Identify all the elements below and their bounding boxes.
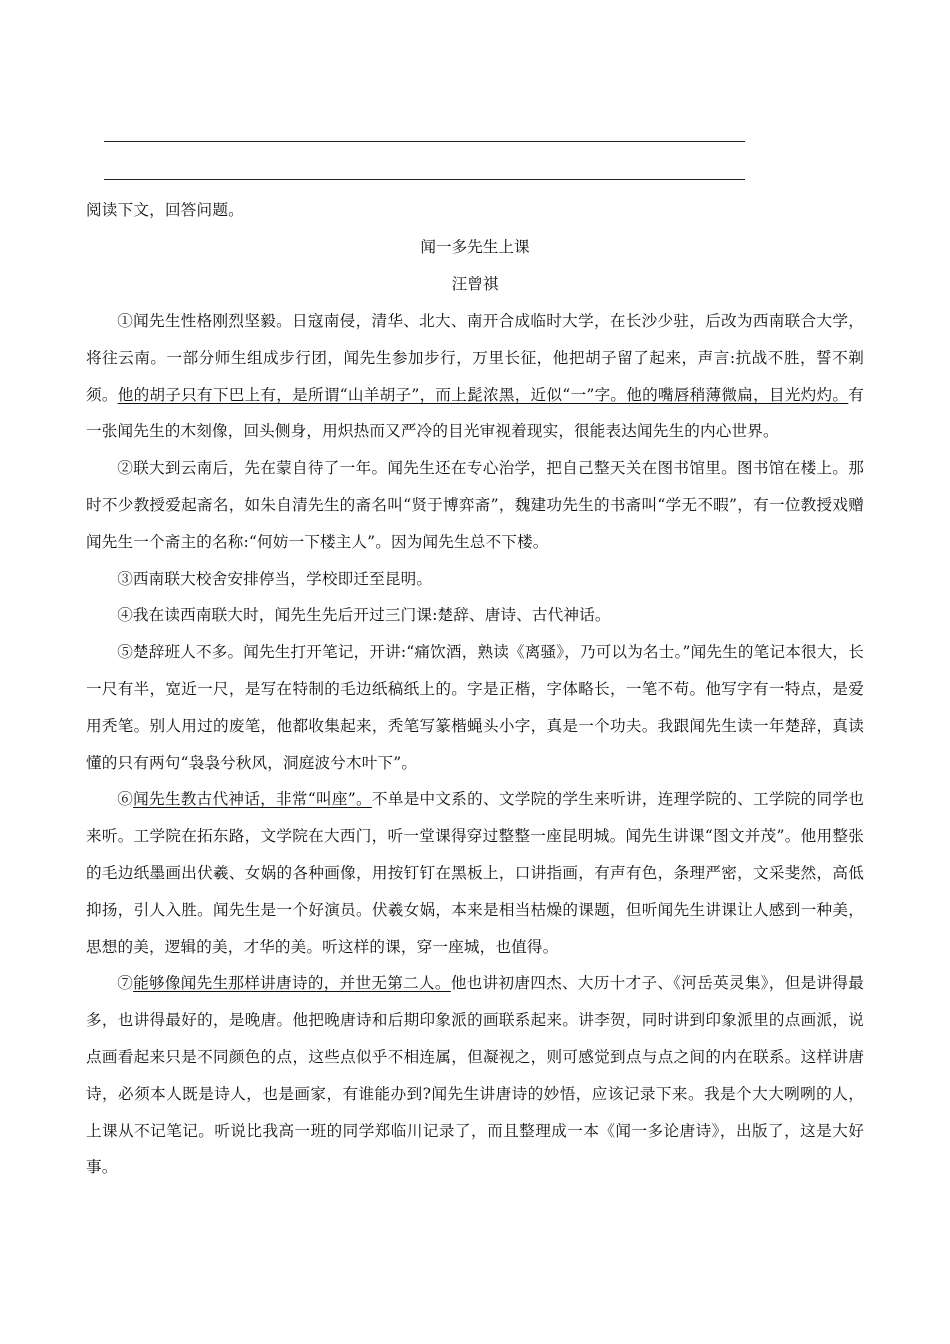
paragraph-2 bbox=[86, 450, 864, 560]
paragraph-text: ①闻先生性格刚烈坚毅。日寇南侵，清华、北大、南开合成临时大学，在长沙少驻，后改为西南联合大学，将往云南。一部分师生组成步行团，闻先生参加步行，万里长征，他把胡子留了起来，声言:抗战不胜，誓不剃须。 bbox=[86, 312, 864, 404]
paragraph-4 bbox=[86, 597, 864, 634]
answer-blank-line-2[interactable] bbox=[104, 179, 745, 180]
underlined-sentence: 他的胡子只有下巴上有，是所谓“山羊胡子”，而上髭浓黑，近似“一”字。他的嘴唇稍薄微扁，目光灼灼。 bbox=[117, 385, 849, 404]
paragraph-1 bbox=[86, 303, 864, 450]
reading-instruction: 阅读下文，回答问题。 bbox=[86, 201, 244, 219]
article-author: 汪曾祺 bbox=[451, 275, 499, 293]
paragraph-text: ③西南联大校舍安排停当，学校即迁至昆明。 bbox=[117, 569, 433, 588]
paragraph-6 bbox=[86, 781, 864, 965]
article-body bbox=[86, 303, 864, 1186]
paragraph-text: ⑦ bbox=[117, 974, 134, 993]
article-title: 闻一多先生上课 bbox=[420, 238, 530, 256]
paragraph-7 bbox=[86, 965, 864, 1186]
paragraph-text: ⑤楚辞班人不多。闻先生打开笔记，开讲:“痛饮酒，熟读《离骚》，乃可以为名士。”闻先生的笔记本很大，长一尺有半，宽近一尺，是写在特制的毛边纸稿纸上的。字是正楷，字体略长，一笔不苟。他写字有一特点，是爱用秃笔。别人用过的废笔，他都收集起来，秃笔写篆楷蝇头小字，真是一个功夫。我跟闻先生读一年楚辞，真读懂的只有两句“袅袅兮秋风，洞庭波兮木叶下”。 bbox=[86, 643, 864, 772]
paragraph-text: ④我在读西南联大时，闻先生先后开过三门课:楚辞、唐诗、古代神话。 bbox=[117, 606, 611, 625]
answer-blank-line-1[interactable] bbox=[104, 141, 745, 142]
paragraph-text: 他也讲初唐四杰、大历十才子、《河岳英灵集》，但是讲得最多，也讲得最好的，是晚唐。他把晚唐诗和后期印象派的画联系起来。讲李贺，同时讲到印象派里的点画派，说点画看起来只是不同颜色的点，这些点似乎不相连属，但凝视之，则可感觉到点与点之间的内在联系。这样讲唐诗，必须本人既是诗人，也是画家，有谁能办到?闻先生讲唐诗的妙悟，应该记录下来。我是个大大咧咧的人，上课从不记笔记。听说比我高一班的同学郑临川记录了，而且整理成一本《闻一多论唐诗》，出版了，这是大好事。 bbox=[86, 974, 864, 1177]
underlined-sentence: 能够像闻先生那样讲唐诗的，并世无第二人。 bbox=[133, 974, 451, 993]
underlined-sentence: 闻先生教古代神话，非常“叫座”。 bbox=[133, 790, 372, 809]
paragraph-3 bbox=[86, 561, 864, 598]
paragraph-text: 不单是中文系的、文学院的学生来听讲，连理学院的、工学院的同学也来听。工学院在拓东路，文学院在大西门，听一堂课得穿过整整一座昆明城。闻先生讲课“图文并茂”。他用整张的毛边纸墨画出伏羲、女娲的各种画像，用按钉钉在黑板上，口讲指画，有声有色，条理严密，文采斐然，高低抑扬，引人入胜。闻先生是一个好演员。伏羲女娲，本来是相当枯燥的课题，但听闻先生讲课让人感到一种美，思想的美，逻辑的美，才华的美。听这样的课，穿一座城，也值得。 bbox=[86, 790, 864, 956]
paragraph-text: ②联大到云南后，先在蒙自待了一年。闻先生还在专心治学，把自己整天关在图书馆里。图书馆在楼上。那时不少教授爱起斋名，如朱自清先生的斋名叫“贤于博弈斋”，魏建功先生的书斋叫“学无不暇”，有一位教授戏赠闻先生一个斋主的名称:“何妨一下楼主人”。因为闻先生总不下楼。 bbox=[86, 459, 864, 551]
paragraph-5 bbox=[86, 634, 864, 781]
paragraph-text: 有一张闻先生的木刻像，回头侧身，用炽热而又严冷的目光审视着现实，很能表达闻先生的内心世界。 bbox=[86, 385, 864, 441]
paragraph-text: ⑥ bbox=[117, 790, 134, 809]
